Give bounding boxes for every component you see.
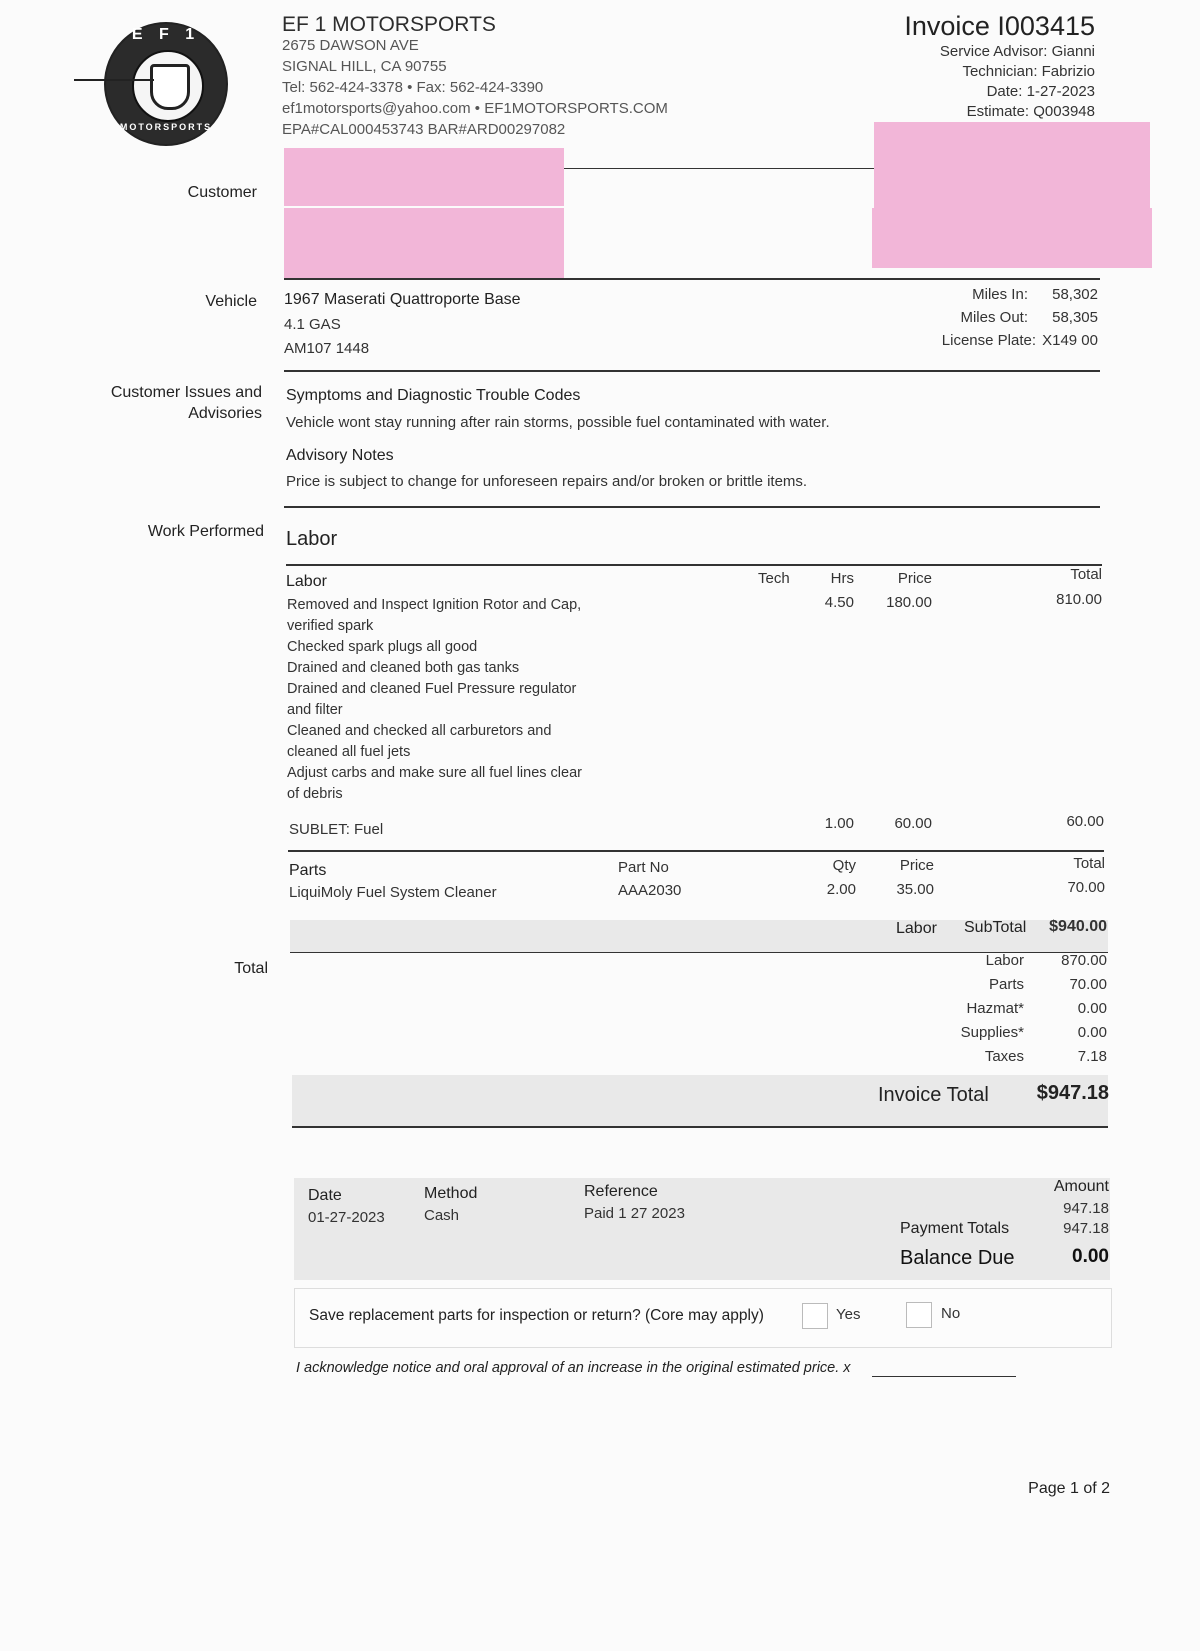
redacted-customer-contact xyxy=(874,122,1150,212)
payment-amount: 947.18 xyxy=(1063,1200,1109,1217)
labor-price: 180.00 xyxy=(886,594,932,611)
labor-total: 810.00 xyxy=(1056,591,1102,608)
logo-badge xyxy=(132,50,204,122)
sublet-total: 60.00 xyxy=(1066,813,1104,830)
plate-label: License Plate: xyxy=(941,332,1036,349)
company-address-2: SIGNAL HILL, CA 90755 xyxy=(282,58,447,75)
company-web: ef1motorsports@yahoo.com • EF1MOTORSPORTS.COM xyxy=(282,100,668,117)
labor-line: of debris xyxy=(287,786,343,802)
partno-col-header: Part No xyxy=(618,859,669,876)
acknowledge-text: I acknowledge notice and oral approval of an increase in the original estimated price. x xyxy=(296,1360,851,1376)
symptoms-text: Vehicle wont stay running after rain storms, possible fuel contaminated with water. xyxy=(286,414,830,431)
totals-labor-label: Labor xyxy=(985,952,1024,969)
company-name: EF 1 MOTORSPORTS xyxy=(282,13,496,36)
save-parts-question: Save replacement parts for inspection or return? (Core may apply) xyxy=(309,1307,764,1324)
payment-reference-header: Reference xyxy=(584,1183,658,1200)
invoice-title: Invoice I003415 xyxy=(904,11,1095,41)
page-number: Page 1 of 2 xyxy=(1028,1480,1110,1497)
divider xyxy=(284,278,1100,280)
totals-labor: 870.00 xyxy=(1061,952,1107,969)
labor-line: Removed and Inspect Ignition Rotor and Cap, xyxy=(287,597,582,613)
totals-parts: 70.00 xyxy=(1069,976,1107,993)
parts-price-col-header: Price xyxy=(899,857,934,874)
redacted-customer-address xyxy=(284,208,564,280)
sublet-price: 60.00 xyxy=(894,815,932,832)
labor-hrs: 4.50 xyxy=(824,594,854,611)
part-price: 35.00 xyxy=(896,881,934,898)
part-total: 70.00 xyxy=(1067,879,1105,896)
invoice-total-label: Invoice Total xyxy=(878,1084,989,1106)
payment-amount-header: Amount xyxy=(1053,1178,1109,1195)
miles-in-label: Miles In: xyxy=(972,286,1028,303)
totals-hazmat-label: Hazmat* xyxy=(966,1000,1024,1017)
totals-supplies-label: Supplies* xyxy=(960,1024,1024,1041)
redacted-customer-name xyxy=(284,148,564,206)
divider xyxy=(564,168,874,169)
work-performed-label: Work Performed xyxy=(147,523,264,540)
no-label: No xyxy=(941,1305,961,1322)
invoice-date: Date: 1-27-2023 xyxy=(986,83,1095,100)
divider xyxy=(288,850,1104,852)
license-plate: X149 00 xyxy=(1042,332,1098,349)
labor-line: verified spark xyxy=(287,618,374,634)
totals-hazmat: 0.00 xyxy=(1077,1000,1107,1017)
labor-line: Cleaned and checked all carburetors and xyxy=(287,723,552,739)
part-description: LiquiMoly Fuel System Cleaner xyxy=(289,884,497,901)
issues-label-line-2: Advisories xyxy=(188,405,262,422)
price-col-header: Price xyxy=(897,570,932,587)
yes-checkbox[interactable] xyxy=(802,1303,828,1329)
company-address-1: 2675 DAWSON AVE xyxy=(282,37,419,54)
payment-date: 01-27-2023 xyxy=(308,1209,385,1226)
invoice-header xyxy=(904,10,1095,122)
divider xyxy=(284,370,1100,372)
logo-line xyxy=(74,79,154,81)
miles-out-label: Miles Out: xyxy=(960,309,1028,326)
totals-taxes-label: Taxes xyxy=(984,1048,1024,1065)
labor-line: Checked spark plugs all good xyxy=(287,639,478,655)
payment-reference: Paid 1 27 2023 xyxy=(584,1205,685,1222)
divider xyxy=(286,564,1102,566)
payment-totals-label: Payment Totals xyxy=(900,1220,1010,1237)
customer-label: Customer xyxy=(187,184,257,201)
totals-parts-label: Parts xyxy=(988,976,1024,993)
labor-line: Adjust carbs and make sure all fuel lines clear xyxy=(287,765,582,781)
logo-text-top: E F 1 xyxy=(131,26,201,43)
sublet-description: SUBLET: Fuel xyxy=(289,821,384,838)
part-qty: 2.00 xyxy=(826,881,856,898)
labor-section-title: Labor xyxy=(286,528,338,550)
labor-line: Drained and cleaned both gas tanks xyxy=(287,660,520,676)
company-logo xyxy=(104,22,228,146)
technician: Technician: Fabrizio xyxy=(962,63,1095,80)
logo-text-bottom: MOTORSPORTS xyxy=(119,122,213,132)
yes-label: Yes xyxy=(836,1306,861,1323)
estimate-number: Estimate: Q003948 xyxy=(966,103,1095,120)
payment-totals: 947.18 xyxy=(1063,1220,1109,1237)
company-phone: Tel: 562-424-3378 • Fax: 562-424-3390 xyxy=(282,79,544,96)
no-checkbox[interactable] xyxy=(906,1302,932,1328)
labor-line: cleaned all fuel jets xyxy=(287,744,411,760)
advisory-title: Advisory Notes xyxy=(286,447,394,464)
parts-total-col-header: Total xyxy=(1073,855,1105,872)
totals-supplies: 0.00 xyxy=(1077,1024,1107,1041)
signature-line[interactable] xyxy=(872,1376,1016,1377)
invoice-total: $947.18 xyxy=(1036,1082,1109,1104)
parts-col-header: Parts xyxy=(289,862,327,879)
company-registration: EPA#CAL000453743 BAR#ARD00297082 xyxy=(282,121,566,138)
totals-taxes: 7.18 xyxy=(1077,1048,1107,1065)
balance-due: 0.00 xyxy=(1072,1246,1109,1267)
labor-line: Drained and cleaned Fuel Pressure regulator xyxy=(287,681,577,697)
labor-line: and filter xyxy=(287,702,343,718)
tech-col-header: Tech xyxy=(758,570,790,587)
company-info xyxy=(282,14,668,140)
miles-in: 58,302 xyxy=(1052,286,1098,303)
part-number: AAA2030 xyxy=(618,882,682,899)
redacted-customer-phone xyxy=(872,208,1152,268)
miles-out: 58,305 xyxy=(1052,309,1098,326)
total-label: Total xyxy=(234,960,268,977)
labor-col-header: Labor xyxy=(286,573,327,590)
shield-icon xyxy=(150,64,190,110)
vehicle-vin: AM107 1448 xyxy=(284,340,370,357)
symptoms-title: Symptoms and Diagnostic Trouble Codes xyxy=(286,387,581,404)
subtotal-value: $940.00 xyxy=(1049,918,1107,935)
advisory-text: Price is subject to change for unforeseen repairs and/or broken or brittle items. xyxy=(286,473,808,490)
subtotal-label: SubTotal xyxy=(964,919,1027,936)
divider xyxy=(284,506,1100,508)
divider xyxy=(292,1126,1108,1128)
vehicle-model: 1967 Maserati Quattroporte Base xyxy=(284,291,521,308)
payment-method: Cash xyxy=(424,1207,460,1224)
vehicle-label: Vehicle xyxy=(205,293,257,310)
payment-date-header: Date xyxy=(308,1187,342,1204)
hrs-col-header: Hrs xyxy=(830,570,854,587)
service-advisor: Service Advisor: Gianni xyxy=(939,43,1095,60)
issues-label-line-1: Customer Issues and xyxy=(110,384,262,401)
qty-col-header: Qty xyxy=(832,857,856,874)
balance-due-label: Balance Due xyxy=(900,1247,1015,1269)
issues-label xyxy=(62,382,262,424)
labor-description xyxy=(287,595,617,805)
vehicle-engine: 4.1 GAS xyxy=(284,316,341,333)
payment-method-header: Method xyxy=(424,1185,478,1202)
subtotal-labor-label: Labor xyxy=(896,920,937,937)
total-col-header: Total xyxy=(1070,566,1102,583)
sublet-hrs: 1.00 xyxy=(824,815,854,832)
